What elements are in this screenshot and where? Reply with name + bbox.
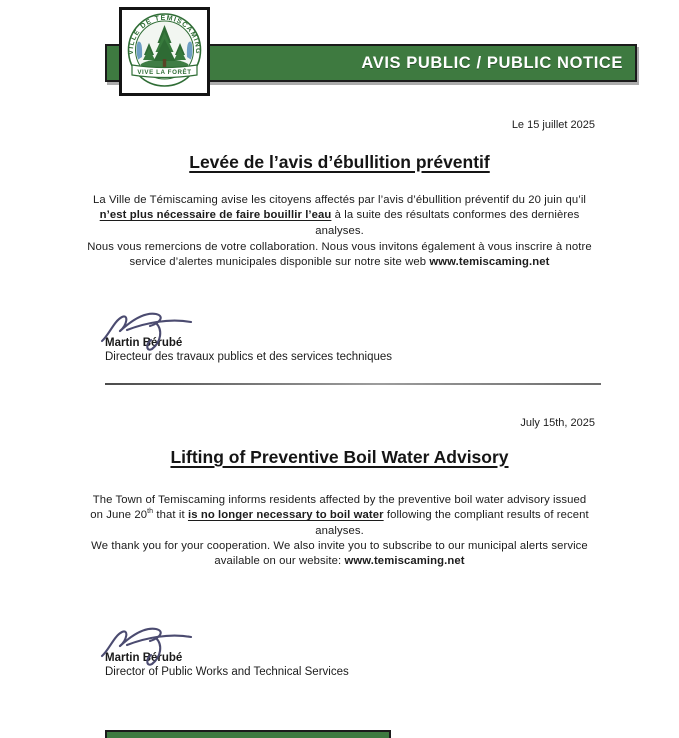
french-p1-text: La Ville de Témiscaming avise les citoyens affectés par l’avis d’ébullition préventif du 20 juin qu’il xyxy=(92,194,587,206)
french-signer-name: Martin Bérubé xyxy=(105,337,183,349)
english-title xyxy=(0,447,679,468)
french-p2-website: www.temiscaming.net xyxy=(429,256,550,269)
english-signer-name: Martin Bérubé xyxy=(105,652,183,664)
date-english: July 15th, 2025 xyxy=(520,417,595,429)
signature-scribble-english xyxy=(99,624,203,668)
english-p2-website: www.temiscaming.net xyxy=(344,555,465,568)
french-signer-title: Directeur des travaux publics et des services techniques xyxy=(105,351,393,363)
french-title-text: Levée de l’avis d’ébullition préventif xyxy=(189,152,490,172)
english-paragraph-1 xyxy=(87,493,592,539)
french-paragraph-1 xyxy=(87,193,592,239)
section-divider xyxy=(105,383,601,385)
english-paragraph-2 xyxy=(87,539,592,570)
french-paragraph-2 xyxy=(87,240,592,271)
english-p1-tail: following the compliant results of recent analyses. xyxy=(315,509,589,537)
english-title-text: Lifting of Preventive Boil Water Advisory xyxy=(170,447,509,467)
french-title xyxy=(0,152,679,173)
seal-ring-text: VILLE DE TÉMISCAMING xyxy=(127,14,202,55)
english-p2-text: We thank you for your cooperation. We also invite you to subscribe to our municipal alerts service available on our website: xyxy=(91,540,588,568)
seal-ribbon-text: VIVE LA FORÊT xyxy=(137,68,192,76)
english-p1-text: The Town of Temiscaming informs residents affected by the preventive boil water advisory issued on June 20 xyxy=(90,494,587,522)
french-p2-text: Nous vous remercions de votre collaboration. Nous vous invitons également à vous inscrire à notre service d’alertes municipales disponible sur notre site web xyxy=(87,241,592,269)
french-p1-tail: à la suite des résultats conformes des dernières analyses. xyxy=(315,209,580,237)
date-french: Le 15 juillet 2025 xyxy=(511,119,595,131)
town-seal-logo xyxy=(119,7,210,96)
english-p1-ordinal: th xyxy=(147,508,154,516)
english-p1-emphasis: is no longer necessary to boil water xyxy=(187,509,384,522)
english-p1-mid: that it xyxy=(153,509,188,522)
signature-scribble-french xyxy=(99,309,203,353)
town-seal-icon xyxy=(119,7,210,96)
partial-banner-bottom xyxy=(105,730,391,738)
english-signer-title: Director of Public Works and Technical Services xyxy=(105,666,349,678)
french-p1-emphasis: n’est plus nécessaire de faire bouillir l’eau xyxy=(99,209,332,222)
banner-title: AVIS PUBLIC / PUBLIC NOTICE xyxy=(361,53,623,72)
